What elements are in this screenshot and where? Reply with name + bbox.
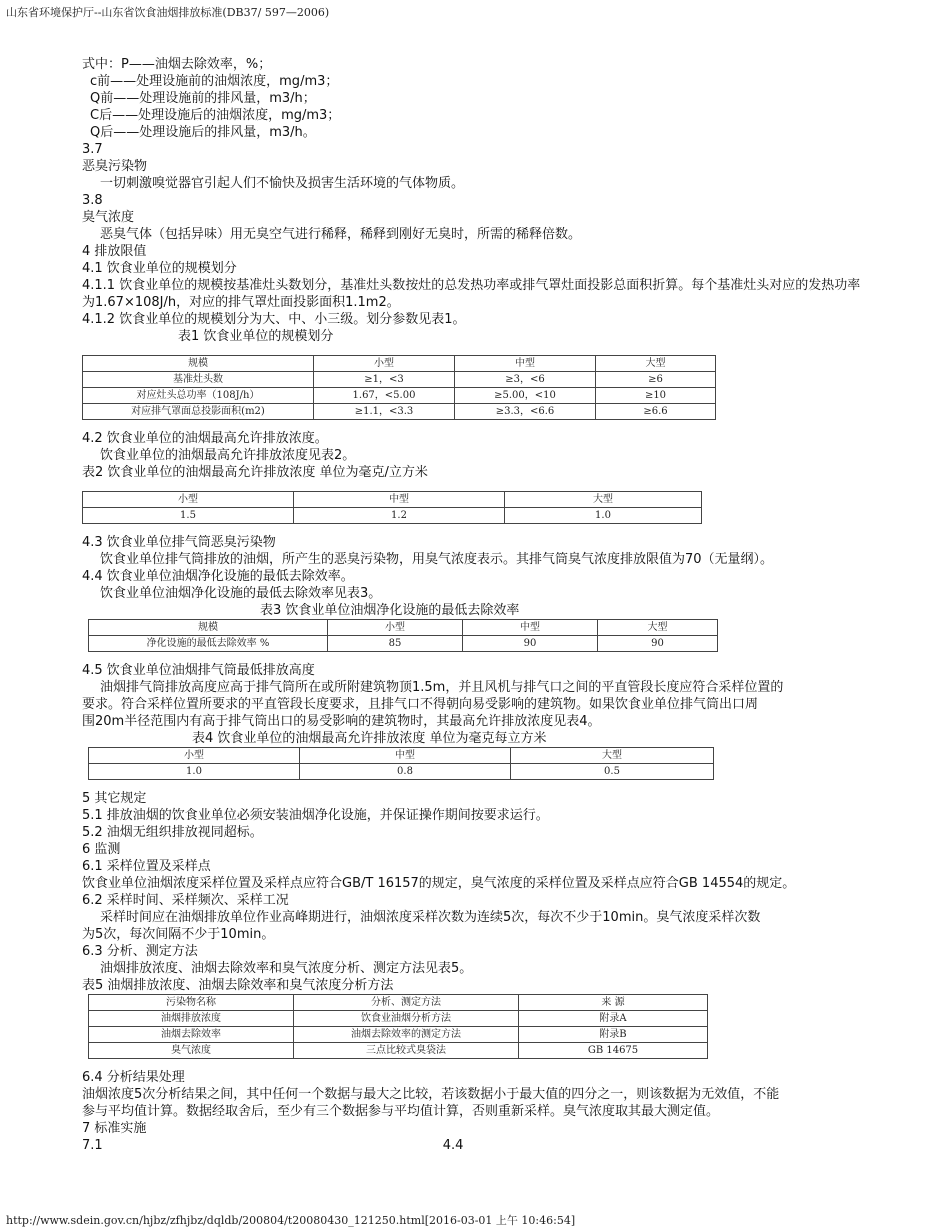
paragraph: 为5次，每次间隔不少于10min。: [82, 927, 275, 942]
table-header-cell: 小型: [89, 748, 300, 764]
table-caption: 表1 饮食业单位的规模划分: [178, 329, 334, 344]
table-header-cell: 污染物名称: [89, 995, 294, 1011]
formula-term: Q前——处理设施前的排风量，m3/h；: [90, 91, 316, 106]
section-heading: 4.5 饮食业单位油烟排气筒最低排放高度: [82, 663, 315, 678]
table-cell: 油烟去除效率的测定方法: [294, 1027, 519, 1043]
table-header-cell: 小型: [83, 492, 294, 508]
table-cell: 1.2: [294, 508, 505, 524]
paragraph: 围20m半径范围内有高于排气筒出口的易受影响的建筑物时，其最高允许排放浓度见表4。: [82, 714, 601, 729]
table-cell: 净化设施的最低去除效率 %: [89, 636, 328, 652]
paragraph: 采样时间应在油烟排放单位作业高峰期进行，油烟浓度采样次数为连续5次，每次不少于10min。臭气浓度采样次数: [100, 910, 761, 925]
section-heading: 6 监测: [82, 842, 121, 857]
table-cell: 1.0: [89, 764, 300, 780]
table-cell: 0.5: [511, 764, 714, 780]
table-header-cell: 规模: [89, 620, 328, 636]
table-cell: 附录A: [519, 1011, 708, 1027]
section-term: 臭气浓度: [82, 210, 135, 225]
table-3-removal-efficiency: [88, 619, 718, 652]
table-cell: 85: [328, 636, 463, 652]
section-heading: 4.4 饮食业单位油烟净化设施的最低去除效率。: [82, 569, 354, 584]
table-cell: GB 14675: [519, 1043, 708, 1059]
table-cell: 三点比较式臭袋法: [294, 1043, 519, 1059]
table-header-cell: 大型: [596, 356, 716, 372]
table-cell: ≥1，<3: [314, 372, 455, 388]
table-4-max-concentration: [88, 747, 714, 780]
section-term: 恶臭污染物: [82, 159, 148, 174]
table-cell: 对应排气罩面总投影面积(m2): [83, 404, 314, 420]
paragraph: 参与平均值计算。数据经取舍后，至少有三个数据参与平均值计算，否则重新采样。臭气浓度取其最大测定值。: [82, 1104, 720, 1119]
table-cell: 1.67，<5.00: [314, 388, 455, 404]
paragraph: 油烟排放浓度、油烟去除效率和臭气浓度分析、测定方法见表5。: [100, 961, 473, 976]
table-header-cell: 规模: [83, 356, 314, 372]
table-row: [89, 1027, 708, 1043]
section-heading: 6.3 分析、测定方法: [82, 944, 198, 959]
table-row: [89, 1011, 708, 1027]
table-cell: 油烟去除效率: [89, 1027, 294, 1043]
table-header-cell: 大型: [598, 620, 718, 636]
table-row: [89, 764, 714, 780]
table-row: [83, 372, 716, 388]
table-cell: 饮食业油烟分析方法: [294, 1011, 519, 1027]
paragraph: 饮食业单位油烟浓度采样位置及采样点应符合GB/T 16157的规定，臭气浓度的采样位置及采样点应符合GB 14554的规定。: [82, 876, 796, 891]
table-row: [83, 508, 702, 524]
table-header-cell: 分析、测定方法: [294, 995, 519, 1011]
section-heading: 4.2 饮食业单位的油烟最高允许排放浓度。: [82, 431, 328, 446]
section-number: 7.1: [82, 1138, 103, 1153]
formula-term: c前——处理设施前的油烟浓度，mg/m3；: [90, 74, 339, 89]
paragraph: 5.2 油烟无组织排放视同超标。: [82, 825, 263, 840]
table-cell: 1.0: [505, 508, 702, 524]
table-header-cell: 来 源: [519, 995, 708, 1011]
formula-term: 式中：P——油烟去除效率，%；: [82, 57, 272, 72]
table-5-analysis-methods: [88, 994, 708, 1059]
section-definition: 一切刺激嗅觉器官引起人们不愉快及损害生活环境的气体物质。: [100, 176, 465, 191]
formula-terms: [82, 56, 872, 141]
paragraph: 饮食业单位排气筒排放的油烟，所产生的恶臭污染物，用臭气浓度表示。其排气筒臭气浓度排放限值为70（无量纲）。: [100, 552, 774, 567]
section-heading: 4.1 饮食业单位的规模划分: [82, 261, 237, 276]
paragraph: 4.1.1 饮食业单位的规模按基准灶头数划分，基准灶头数按灶的总发热功率或排气罩灶面投影总面积折算。每个基准灶头对应的发热功率为1.67×108J/h，对应的排气罩灶面投影面积1.1m2。: [82, 278, 861, 310]
table-header-cell: 中型: [455, 356, 596, 372]
table-header-cell: 大型: [511, 748, 714, 764]
table-header-cell: 中型: [463, 620, 598, 636]
paragraph: 4.1.2 饮食业单位的规模划分为大、中、小三级。划分参数见表1。: [82, 312, 466, 327]
table-caption: 表4 饮食业单位的油烟最高允许排放浓度 单位为毫克每立方米: [192, 731, 547, 746]
section-heading: 6.2 采样时间、采样频次、采样工况: [82, 893, 289, 908]
table-row: [83, 388, 716, 404]
table-cell: ≥6.6: [596, 404, 716, 420]
table-cell: ≥3，<6: [455, 372, 596, 388]
section-number: 3.7: [82, 142, 103, 157]
table-1-scale: [82, 355, 716, 420]
table-cell: 0.8: [300, 764, 511, 780]
table-row: [89, 636, 718, 652]
section-heading: 6.1 采样位置及采样点: [82, 859, 211, 874]
table-cell: 附录B: [519, 1027, 708, 1043]
paragraph: 要求。符合采样位置所要求的平直管段长度要求，且排气口不得朝向易受影响的建筑物。如果饮食业单位排气筒出口周: [82, 697, 759, 712]
table-header-row: [89, 620, 718, 636]
table-cell: ≥3.3，<6.6: [455, 404, 596, 420]
section-heading: 5 其它规定: [82, 791, 147, 806]
section-heading: 7 标准实施: [82, 1121, 147, 1136]
formula-term: C后——处理设施后的油烟浓度，mg/m3；: [90, 108, 341, 123]
browser-print-footer: http://www.sdein.gov.cn/hjbz/zfhjbz/dqldb/200804/t20080430_121250.html[2016-03-01 上午 10:46:54]: [6, 1214, 576, 1227]
table-cell: 臭气浓度: [89, 1043, 294, 1059]
table-caption: 表2 饮食业单位的油烟最高允许排放浓度 单位为毫克/立方米: [82, 465, 428, 480]
section-number: 3.8: [82, 193, 103, 208]
document-body: [82, 56, 872, 1154]
paragraph: 油烟浓度5次分析结果之间，其中任何一个数据与最大之比较，若该数据小于最大值的四分之一，则该数据为无效值，不能: [82, 1087, 780, 1102]
section-heading: 4.3 饮食业单位排气筒恶臭污染物: [82, 535, 276, 550]
paragraph: 饮食业单位油烟净化设施的最低去除效率见表3。: [100, 586, 382, 601]
table-caption: 表3 饮食业单位油烟净化设施的最低去除效率: [260, 603, 520, 618]
table-caption: 表5 油烟排放浓度、油烟去除效率和臭气浓度分析方法: [82, 978, 394, 993]
paragraph: 5.1 排放油烟的饮食业单位必须安装油烟净化设施，并保证操作期间按要求运行。: [82, 808, 549, 823]
table-cell: 90: [598, 636, 718, 652]
table-header-cell: 大型: [505, 492, 702, 508]
table-cell: ≥6: [596, 372, 716, 388]
formula-term: Q后——处理设施后的排风量，m3/h。: [90, 125, 316, 140]
table-header-row: [83, 492, 702, 508]
table-header-row: [89, 995, 708, 1011]
table-header-row: [89, 748, 714, 764]
page-number: 4.4: [442, 1138, 464, 1153]
table-row: [83, 404, 716, 420]
table-2-max-concentration: [82, 491, 702, 524]
paragraph: 饮食业单位的油烟最高允许排放浓度见表2。: [100, 448, 356, 463]
table-header-cell: 小型: [314, 356, 455, 372]
table-cell: ≥1.1，<3.3: [314, 404, 455, 420]
table-cell: 对应灶头总功率（108J/h）: [83, 388, 314, 404]
table-cell: ≥5.00，<10: [455, 388, 596, 404]
table-cell: 基准灶头数: [83, 372, 314, 388]
section-heading: 6.4 分析结果处理: [82, 1070, 185, 1085]
table-row: [89, 1043, 708, 1059]
section-heading: 4 排放限值: [82, 244, 147, 259]
table-cell: 油烟排放浓度: [89, 1011, 294, 1027]
table-cell: 90: [463, 636, 598, 652]
table-cell: ≥10: [596, 388, 716, 404]
table-header-cell: 中型: [300, 748, 511, 764]
paragraph: 油烟排气筒排放高度应高于排气筒所在或所附建筑物顶1.5m，并且风机与排气口之间的平直管段长度应符合采样位置的: [100, 680, 784, 695]
browser-print-header: 山东省环境保护厅--山东省饮食油烟排放标准(DB37/ 597—2006): [6, 6, 330, 19]
table-header-cell: 小型: [328, 620, 463, 636]
section-heading-with-page: [82, 1137, 872, 1154]
table-header-cell: 中型: [294, 492, 505, 508]
table-header-row: [83, 356, 716, 372]
table-cell: 1.5: [83, 508, 294, 524]
section-definition: 恶臭气体（包括异味）用无臭空气进行稀释，稀释到刚好无臭时，所需的稀释倍数。: [100, 227, 582, 242]
